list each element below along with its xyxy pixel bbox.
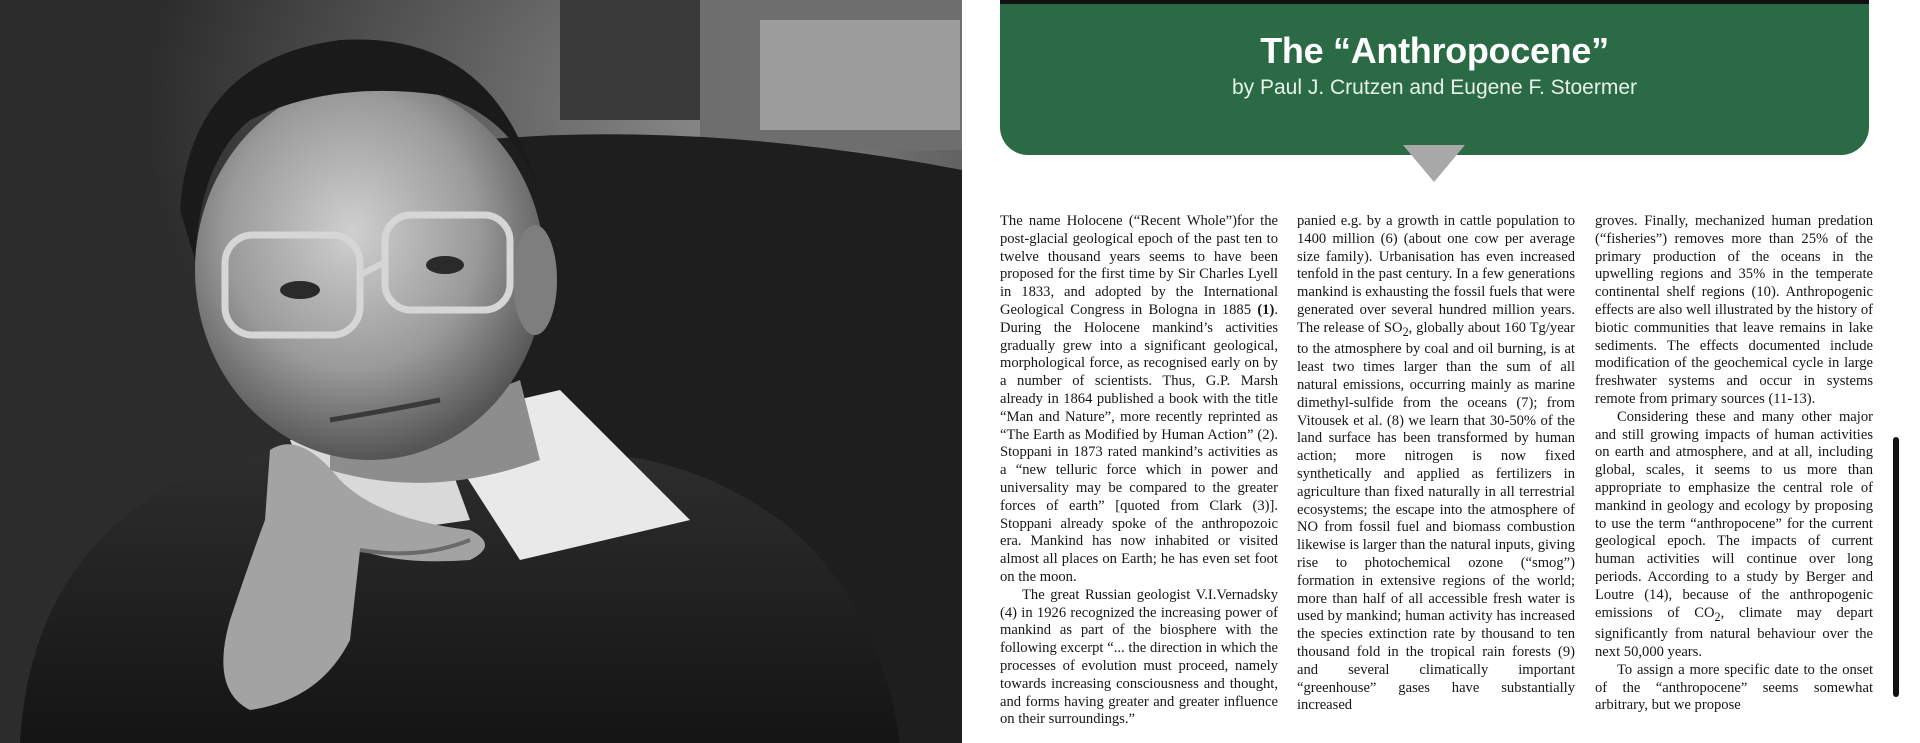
down-arrow-icon [1403, 145, 1465, 182]
paragraph [1595, 409, 1873, 662]
text-run: , climate may depart significantly from natural behaviour over the next 50,000 years. [1595, 604, 1873, 661]
article-title: The “Anthropocene” [1260, 30, 1609, 71]
text-run: Considering these and many other major and still growing impacts of human activities on earth and atmosphere, and at all, including global, scales, it seems to us more than appropriate to emphasize the central role of mankind in geology and ecology by proposing to use the term “anthropocene” for the current geological epoch. The impacts of current human activities will continue over long periods. According to a study by Berger and Loutre (14), because of the anthropogenic emissions of CO [1595, 408, 1873, 621]
subscript: 2 [1714, 609, 1721, 624]
paragraph: To assign a more specific date to the onset of the “anthropocene” seems somewhat arbitrary, but we propose [1595, 661, 1873, 714]
text-run: . During the Holocene mankind’s activities gradually grew into a significant geological, morphological force, as recognised early on by a number of scientists. Thus, G.P. Marsh already in 1864 published a book with the title “Man and Nature”, more recently reprinted as “The Earth as Modified by Human Action” (2). Stoppani in 1873 rated mankind’s activities as a “new telluric force which in power and universality may be compared to the greater forces of earth” [quoted from Clark (3)]. Stoppani already spoke of the anthropozoic era. Mankind has now inhabited or visited almost all places on Earth; he has even set foot on the moon. [1000, 301, 1278, 585]
title-banner [1000, 4, 1869, 155]
page-gutter [962, 0, 1000, 743]
text-column-1 [1000, 213, 1278, 743]
paragraph [1000, 213, 1278, 587]
paragraph: groves. Finally, mechanized human predation (“fisheries”) removes more than 25% of the primary production of the oceans in the upwelling regions and 35% in the temperate continental shelf regions (10). Anthropogenic effects are also well illustrated by the history of biotic communities that leave remains in lake sediments. The effects documented include modification of the geochemical cycle in large freshwater systems and occur in systems remote from primary sources (11-13). [1595, 213, 1873, 407]
article-byline: by Paul J. Crutzen and Eugene F. Stoermer [1231, 76, 1638, 99]
reference-marker: (1) [1257, 301, 1275, 318]
text-run: panied e.g. by a growth in cattle population to 1400 million (6) (about one cow per average size family). Urbanisation has even increased tenfold in the past century. In a few generations mankind is exhausting the fossil fuels that were generated over several hundred million years. The release of SO [1297, 213, 1575, 336]
text-run: , globally about 160 Tg/year to the atmosphere by coal and oil burning, is at least two times larger than the sum of all natural emissions, occurring mainly as marine dimethyl-sulfide from the oceans (7); from Vitousek et al. (8) we learn that 30-50% of the land surface has been transformed by human action; more nitrogen is now fixed synthetically and applied as fertilizers in agriculture than fixed naturally in all terrestrial ecosystems; the escape into the atmosphere of NO from fossil fuel and biomass combustion likewise is larger than the natural inputs, giving rise to photochemical ozone (“smog”) formation in extensive regions of the world; more than half of all accessible fresh water is used by mankind; human activity has increased the species extinction rate by thousand to ten thousand fold in the tropical rain forests (9) and several climatically important “greenhouse” gases have substantially increased [1297, 319, 1575, 714]
subscript: 2 [1402, 324, 1409, 339]
text-column-2 [1297, 213, 1575, 743]
paragraph: The great Russian geologist V.I.Vernadsky (4) in 1926 recognized the increasing power of mankind as part of the biosphere with the following excerpt “... the direction in which the processes of evolution must proceed, namely towards increasing consciousness and thought, and forms having greater and greater influence on their surroundings.” [1000, 586, 1278, 728]
text-run: The name Holocene (“Recent Whole”)for the post-glacial geological epoch of the past ten to twelve thousand years seems to have been proposed for the first time by Sir Charles Lyell in 1833, and adopted by the International Geological Congress in Bologna in 1885 [1000, 213, 1278, 318]
text-column-3 [1595, 213, 1873, 743]
scrollbar-thumb[interactable] [1893, 437, 1899, 697]
paragraph [1297, 213, 1575, 715]
